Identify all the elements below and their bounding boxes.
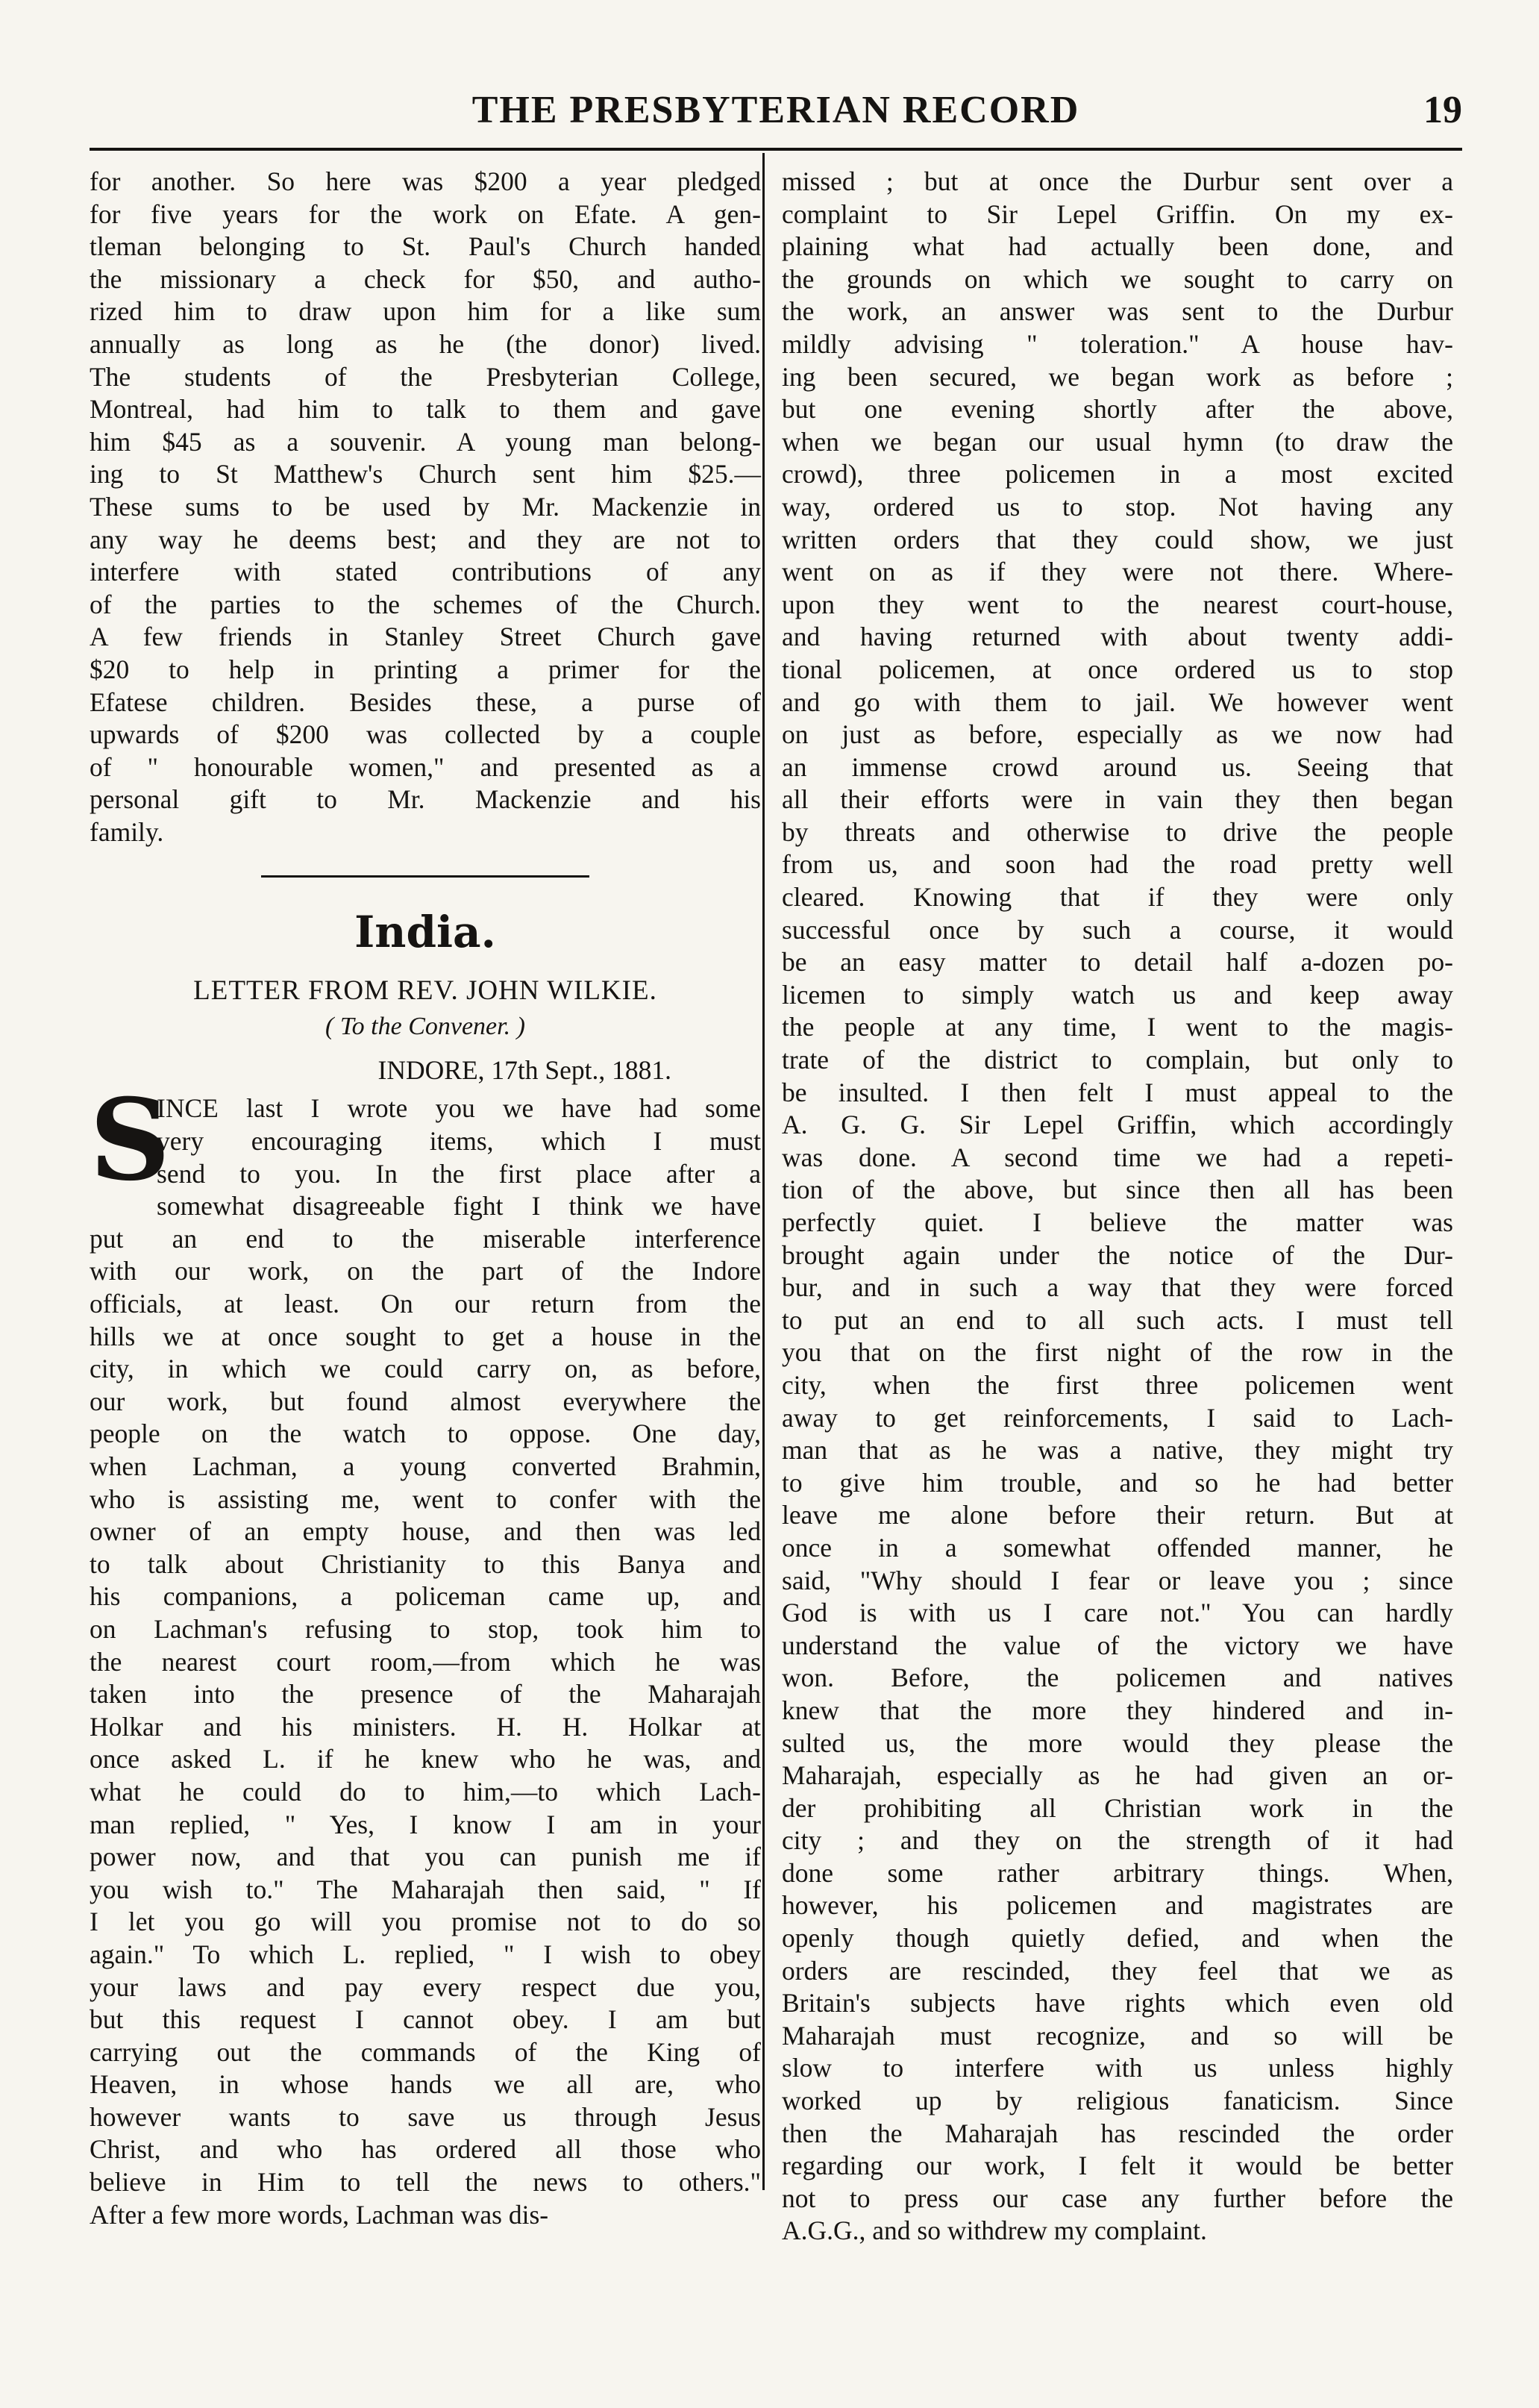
text-line: orders are rescinded, they feel that we as <box>782 1955 1453 1986</box>
text-line: cleared. Knowing that if they were only <box>782 882 1453 913</box>
text-line: on just as before, especially as we now had <box>782 719 1453 750</box>
text-line: personal gift to Mr. Mackenzie and his <box>90 784 761 815</box>
text-line: away to get reinforcements, I said to Lach- <box>782 1402 1453 1433</box>
text-line: slow to interfere with us unless highly <box>782 2053 1453 2083</box>
text-line: Montreal, had him to talk to them and gave <box>90 394 761 425</box>
text-line: A. G. G. Sir Lepel Griffin, which accordingly <box>782 1110 1453 1140</box>
text-line: tion of the above, but since then all has been <box>782 1175 1453 1205</box>
text-line: successful once by such a course, it would <box>782 914 1453 945</box>
text-line: der prohibiting all Christian work in the <box>782 1792 1453 1823</box>
missionary-paragraph <box>90 166 761 848</box>
text-line: somewhat disagreeable fight I think we have <box>157 1191 761 1222</box>
text-line: again." To which L. replied, " I wish to obey <box>90 1939 761 1969</box>
text-line: A.G.G., and so withdrew my complaint. <box>782 2215 1207 2246</box>
text-line: missed ; but at once the Durbur sent over a <box>782 166 1453 196</box>
text-line: won. Before, the policemen and natives <box>782 1663 1453 1693</box>
publication-title: THE PRESBYTERIAN RECORD <box>471 89 1080 131</box>
text-line: once asked L. if he knew who he was, and <box>90 1744 761 1774</box>
text-line: complaint to Sir Lepel Griffin. On my ex- <box>782 198 1453 229</box>
text-line: and go with them to jail. We however went <box>782 687 1453 717</box>
text-line: our work, but found almost everywhere the <box>90 1386 761 1416</box>
text-line: any way he deems best; and they are not to <box>90 524 761 554</box>
text-line: hills we at once sought to get a house in the <box>90 1321 761 1351</box>
text-line: power now, and that you can punish me if <box>90 1842 761 1872</box>
text-line: A few friends in Stanley Street Church gave <box>90 622 761 652</box>
text-line: all their efforts were in vain they then began <box>782 784 1453 815</box>
text-line: of " honourable women," and presented as a <box>90 751 761 782</box>
text-line: $20 to help in printing a primer for the <box>90 654 761 684</box>
letter-body <box>90 1075 761 2231</box>
text-line: then the Maharajah has rescinded the order <box>782 2118 1453 2148</box>
page-number: 19 <box>1423 89 1462 131</box>
text-line: city, when the first three policemen went <box>782 1369 1453 1400</box>
text-line: Efatese children. Besides these, a purse of <box>90 687 761 717</box>
text-line: licemen to simply watch us and keep away <box>782 979 1453 1010</box>
text-line: who is assisting me, went to confer with the <box>90 1483 761 1514</box>
text-line: the work, an answer was sent to the Durbur <box>782 296 1453 327</box>
text-line: brought again under the notice of the Dur- <box>782 1239 1453 1270</box>
header-rule <box>90 148 1462 151</box>
text-line: done some rather arbitrary things. When, <box>782 1857 1453 1888</box>
text-line: be insulted. I then felt I must appeal to the <box>782 1077 1453 1107</box>
text-line: city, in which we could carry on, as before, <box>90 1354 761 1384</box>
text-line: crowd), three policemen in a most excited <box>782 459 1453 490</box>
text-line: rized him to draw upon him for a like sum <box>90 296 761 327</box>
text-line: put an end to the miserable interference <box>90 1223 761 1254</box>
text-line: Christ, and who has ordered all those who <box>90 2134 761 2165</box>
text-line: The students of the Presbyterian College, <box>90 361 761 392</box>
letter-subtitle: ( To the Convener. ) <box>325 1013 525 1041</box>
text-line: you wish to." The Maharajah then said, " If <box>90 1874 761 1904</box>
text-line: what he could do to him,—to which Lach- <box>90 1776 761 1807</box>
text-line: owner of an empty house, and then was led <box>90 1516 761 1547</box>
text-line: Holkar and his ministers. H. H. Holkar at <box>90 1711 761 1742</box>
section-rule <box>261 875 589 878</box>
text-line: tleman belonging to St. Paul's Church handed <box>90 231 761 262</box>
text-line: but one evening shortly after the above, <box>782 394 1453 425</box>
text-line: of the parties to the schemes of the Church. <box>90 589 761 619</box>
text-line: family. <box>90 816 164 847</box>
text-line: you that on the first night of the row in the <box>782 1337 1453 1368</box>
page-header <box>90 88 1462 148</box>
section-heading: India. <box>354 907 496 958</box>
text-line: knew that the more they hindered and in- <box>782 1695 1453 1725</box>
left-column <box>90 166 761 2231</box>
text-line: for five years for the work on Efate. A gen- <box>90 198 761 229</box>
text-line: God is with us I care not." You can hardly <box>782 1598 1453 1628</box>
text-line: bur, and in such a way that they were forced <box>782 1272 1453 1303</box>
text-line: upwards of $200 was collected by a couple <box>90 719 761 750</box>
text-line: annually as long as he (the donor) lived. <box>90 328 761 359</box>
text-line: for another. So here was $200 a year pledged <box>90 166 761 196</box>
text-line: to give him trouble, and so he had better <box>782 1467 1453 1498</box>
text-line: man that as he was a native, they might try <box>782 1435 1453 1466</box>
text-line: said, "Why should I fear or leave you ; since <box>782 1565 1453 1595</box>
text-line: written orders that they could show, we just <box>782 524 1453 554</box>
text-line: Heaven, in whose hands we all are, who <box>90 2069 761 2100</box>
text-line: not to press our case any further before the <box>782 2183 1453 2213</box>
text-line: to talk about Christianity to this Banya and <box>90 1548 761 1579</box>
text-line: INCE last I wrote you we have had some <box>157 1093 761 1124</box>
text-line: ing to St Matthew's Church sent him $25.— <box>90 459 761 490</box>
letter-paragraph <box>90 1075 761 2231</box>
text-line: was done. A second time we had a repeti- <box>782 1142 1453 1172</box>
text-line: ing been secured, we began work as before ; <box>782 361 1453 392</box>
letter-title: LETTER FROM REV. JOHN WILKIE. <box>193 975 657 1007</box>
text-line: however, his policemen and magistrates are <box>782 1890 1453 1921</box>
text-line: believe in Him to tell the news to others." <box>90 2167 761 2198</box>
text-line: These sums to be used by Mr. Mackenzie in <box>90 491 761 522</box>
text-line: perfectly quiet. I believe the matter was <box>782 1207 1453 1237</box>
text-line: with our work, on the part of the Indore <box>90 1256 761 1286</box>
text-line: After a few more words, Lachman was dis- <box>90 2199 549 2230</box>
text-line: on Lachman's refusing to stop, took him to <box>90 1613 761 1644</box>
text-line: his companions, a policeman came up, and <box>90 1581 761 1612</box>
text-line: people on the watch to oppose. One day, <box>90 1419 761 1449</box>
text-line: went on as if they were not there. Where- <box>782 557 1453 587</box>
text-line: carrying out the commands of the King of <box>90 2036 761 2067</box>
text-line: once in a somewhat offended manner, he <box>782 1532 1453 1563</box>
text-line: taken into the presence of the Maharajah <box>90 1679 761 1710</box>
column-divider <box>762 153 765 2190</box>
text-line: the grounds on which we sought to carry on <box>782 263 1453 294</box>
drop-cap: S <box>90 1075 171 1207</box>
text-line: very encouraging items, which I must <box>157 1126 761 1157</box>
text-line: an immense crowd around us. Seeing that <box>782 751 1453 782</box>
text-line: the people at any time, I went to the magis- <box>782 1012 1453 1042</box>
text-line: from us, and soon had the road pretty well <box>782 849 1453 880</box>
text-line: the missionary a check for $50, and autho- <box>90 263 761 294</box>
text-line: mildly advising " toleration." A house hav- <box>782 328 1453 359</box>
text-line: city ; and they on the strength of it had <box>782 1825 1453 1856</box>
text-line: but this request I cannot obey. I am but <box>90 2004 761 2035</box>
text-line: him $45 as a souvenir. A young man belong- <box>90 426 761 457</box>
text-line: officials, at least. On our return from the <box>90 1289 761 1319</box>
text-line: when we began our usual hymn (to draw the <box>782 426 1453 457</box>
text-line: plaining what had actually been done, and <box>782 231 1453 262</box>
text-line: to put an end to all such acts. I must tell <box>782 1304 1453 1335</box>
dateline: INDORE, 17th Sept., 1881. <box>377 1055 671 1086</box>
text-line: be an easy matter to detail half a-dozen po- <box>782 947 1453 978</box>
text-line: Maharajah must recognize, and so will be <box>782 2020 1453 2051</box>
text-line: the nearest court room,—from which he was <box>90 1646 761 1677</box>
text-line: Maharajah, especially as he had given an or- <box>782 1760 1453 1791</box>
text-line: understand the value of the victory we have <box>782 1630 1453 1660</box>
text-line: and having returned with about twenty addi- <box>782 622 1453 652</box>
text-line: way, ordered us to stop. Not having any <box>782 491 1453 522</box>
text-line: worked up by religious fanaticism. Since <box>782 2086 1453 2116</box>
right-column <box>782 166 1453 2248</box>
letter-continuation <box>782 166 1453 2248</box>
text-line: however wants to save us through Jesus <box>90 2101 761 2132</box>
text-line: man replied, " Yes, I know I am in your <box>90 1809 761 1839</box>
text-line: interfere with stated contributions of any <box>90 557 761 587</box>
text-line: openly though quietly defied, and when the <box>782 1923 1453 1954</box>
text-line: your laws and pay every respect due you, <box>90 1971 761 2002</box>
text-line: send to you. In the first place after a <box>157 1158 761 1189</box>
text-line: by threats and otherwise to drive the people <box>782 816 1453 847</box>
text-line: tional policemen, at once ordered us to stop <box>782 654 1453 684</box>
text-line: I let you go will you promise not to do so <box>90 1907 761 1937</box>
text-line: regarding our work, I felt it would be better <box>782 2151 1453 2181</box>
text-line: Britain's subjects have rights which even old <box>782 1988 1453 2018</box>
text-line: upon they went to the nearest court-house, <box>782 589 1453 619</box>
text-line: trate of the district to complain, but only to <box>782 1045 1453 1075</box>
text-line: when Lachman, a young converted Brahmin, <box>90 1451 761 1481</box>
text-line: leave me alone before their return. But at <box>782 1500 1453 1530</box>
text-line: sulted us, the more would they please the <box>782 1727 1453 1758</box>
